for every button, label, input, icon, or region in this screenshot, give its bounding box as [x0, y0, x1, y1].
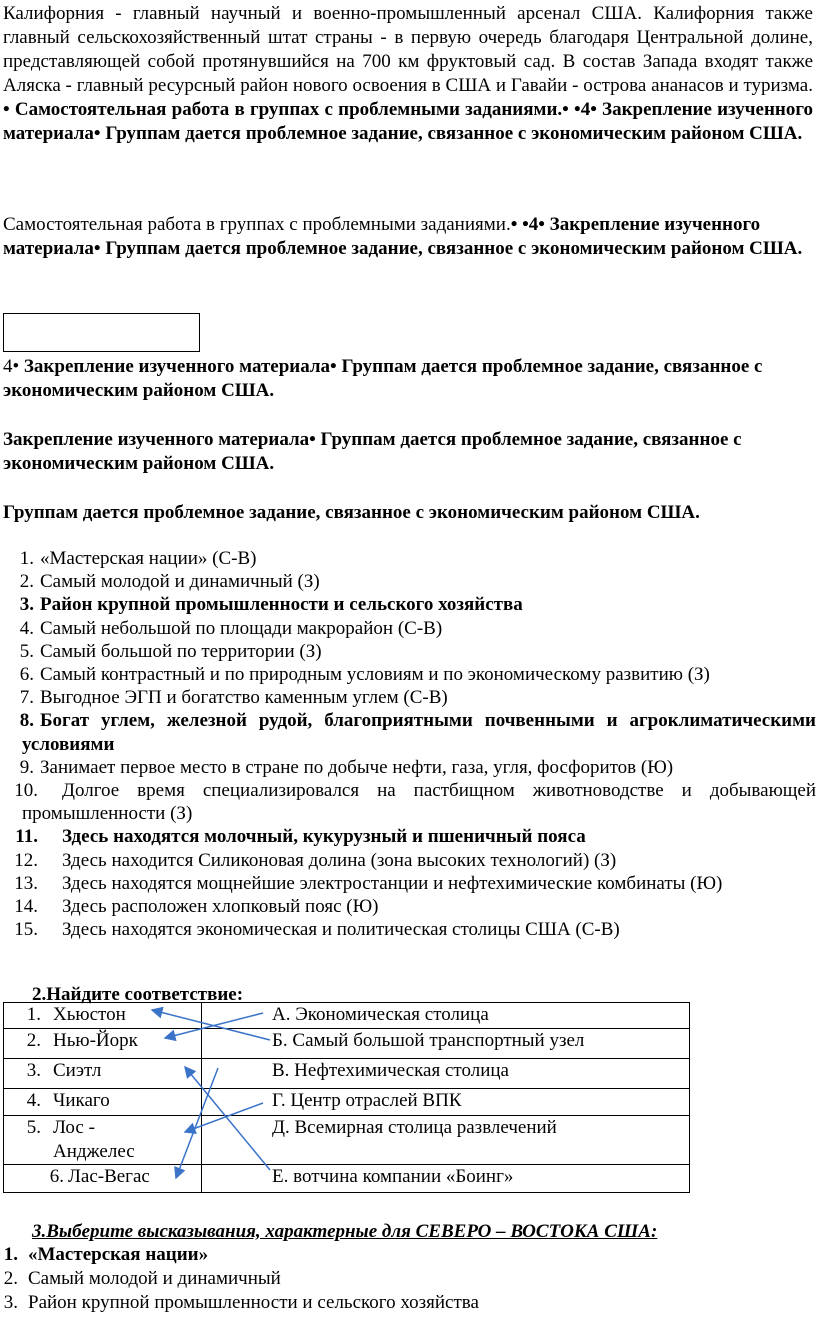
list-item — [0, 547, 816, 570]
list-item — [0, 895, 816, 918]
list-item-text: Долгое время специализировался на пастбищном животноводстве и добывающей промышленности (З) — [22, 780, 816, 825]
list-item-number: 11. — [15, 826, 38, 848]
list-item — [0, 825, 816, 848]
intro-paragraph-3 — [3, 355, 813, 403]
table-row — [4, 1165, 690, 1193]
list-item — [0, 1267, 479, 1291]
intro-tail: Самостоятельная работа в группах с проблемными заданиями. — [9, 99, 563, 120]
list-item-number: 2. — [19, 571, 34, 593]
list-item — [0, 872, 816, 895]
city-number: 1. — [26, 1004, 41, 1025]
bullet-marks: • •4• — [562, 99, 597, 120]
city-name: Сиэтл — [53, 1060, 102, 1081]
list-item-text: «Мастерская нации» (С-В) — [40, 548, 257, 569]
p3-bold: Закрепление изученного материала• Группам дается проблемное задание, связанное с экономическим районом США. — [3, 356, 763, 401]
intro-bold: Закрепление изученного материала• Группам дается проблемное задание, связанное с экономическим районом США. — [3, 99, 813, 144]
intro-paragraph-2 — [3, 213, 813, 261]
city-cell — [4, 1003, 202, 1029]
bullet-mark: • — [3, 99, 10, 120]
list-item-number: 14. — [14, 896, 38, 918]
list-item — [0, 918, 816, 941]
p2-text: Самостоятельная работа в группах с проблемными заданиями. — [3, 214, 511, 235]
table-row — [4, 1116, 690, 1165]
list-item-number: 3. — [3, 1292, 18, 1313]
intro-paragraph-5: Группам дается проблемное задание, связанное с экономическим районом США. — [3, 502, 700, 523]
description-cell: В. Нефтехимическая столица — [202, 1059, 690, 1089]
intro-paragraph-1 — [3, 2, 813, 146]
list-item-text: «Мастерская нации» — [28, 1244, 209, 1265]
list-item-text: Самый большой по территории (З) — [40, 640, 322, 662]
list-item-number: 6. — [19, 664, 34, 686]
table-row — [4, 1029, 690, 1059]
list-item-number: 12. — [14, 849, 38, 871]
list-item-number: 9. — [19, 756, 34, 778]
intro-paragraph-4: Закрепление изученного материала• Группам дается проблемное задание, связанное с экономическим районом США. — [3, 429, 742, 474]
city-name: Чикаго — [53, 1090, 110, 1111]
city-number: 5. — [26, 1117, 41, 1138]
list-item-text: Район крупной промышленности и сельского хозяйства — [40, 594, 523, 616]
list-item — [0, 617, 816, 640]
list-item — [0, 640, 816, 663]
matching-table — [3, 1002, 690, 1193]
list-item — [0, 570, 816, 593]
list-item-text: Здесь находятся молочный, кукурузный и пшеничный пояса — [62, 826, 586, 848]
list-item — [0, 686, 816, 709]
list-item — [0, 663, 816, 686]
description-cell: Д. Всемирная столица развлечений — [202, 1116, 690, 1165]
list-item-text: Здесь находятся экономическая и политическая столицы США (С-В) — [62, 919, 620, 941]
list-item-text: Самый молодой и динамичный (З) — [40, 571, 320, 593]
list-item — [0, 709, 816, 755]
table-row — [4, 1003, 690, 1029]
bullet-marks: • •4• — [510, 214, 545, 235]
city-cell — [4, 1059, 202, 1089]
city-number: 6. — [49, 1166, 64, 1187]
city-cell — [4, 1165, 202, 1193]
description-cell: Г. Центр отраслей ВПК — [202, 1089, 690, 1116]
list-item-number: 13. — [14, 872, 38, 894]
list-item — [0, 1291, 479, 1315]
list-item-number: 8. — [19, 710, 34, 732]
p3-prefix: 4• — [3, 356, 20, 377]
city-cell — [4, 1089, 202, 1116]
list-item-number: 2. — [3, 1268, 18, 1289]
p2-bold: Закрепление изученного материала• Группам дается проблемное задание, связанное с экономическим районом США. — [3, 214, 803, 259]
city-name: Нью-Йорк — [53, 1030, 138, 1051]
description-cell: А. Экономическая столица — [202, 1003, 690, 1029]
list-item-number: 10. — [14, 780, 38, 802]
list-item-number: 1. — [19, 548, 34, 569]
list-item-text: Богат углем, железной рудой, благоприятными почвенными и агроклиматическими условиями — [22, 710, 816, 755]
list-item-number: 7. — [19, 687, 34, 709]
city-number: 4. — [26, 1090, 41, 1111]
list-item-number: 3. — [19, 594, 34, 616]
list-item-text: Самый небольшой по площади макрорайон (С-В) — [40, 617, 443, 639]
description-cell: Е. вотчина компании «Боинг» — [202, 1165, 690, 1193]
city-name: Лос - Анджелес — [53, 1117, 135, 1162]
city-number: 2. — [26, 1030, 41, 1051]
city-number: 3. — [26, 1060, 41, 1081]
task3-list — [0, 1243, 479, 1315]
city-cell — [4, 1029, 202, 1059]
task3-title: 3.Выберите высказывания, характерные для СЕВЕРО – ВОСТОКА США: — [32, 1221, 658, 1242]
intro-text: Калифорния - главный научный и военно-промышленный арсенал США. Калифорния также главный сельскохозяйственный штат страны - в первую очередь благодаря Центральной долине, представляющей собой протянувшийся на 700 км фруктовый сад. В состав Запада входят также Аляска - главный ресурсный район нового освоения в США и Гавайи - острова ананасов и туризма. — [3, 3, 813, 96]
list-item-text: Здесь расположен хлопковый пояс (Ю) — [62, 896, 379, 918]
table-row — [4, 1089, 690, 1116]
city-name: Лас-Вегас — [68, 1166, 150, 1187]
empty-text-box — [3, 313, 200, 352]
list-item-number: 1. — [3, 1244, 18, 1265]
list-item-text: Здесь находится Силиконовая долина (зона высоких технологий) (З) — [62, 849, 617, 871]
task2-title: 2.Найдите соответствие: — [32, 984, 244, 1005]
city-cell — [4, 1116, 202, 1165]
list-item — [0, 756, 816, 779]
list-item-text: Выгодное ЭГП и богатство каменным углем (С-В) — [40, 687, 448, 709]
list-item-text: Самый молодой и динамичный — [28, 1268, 281, 1289]
table-row — [4, 1059, 690, 1089]
list-item-text: Занимает первое место в стране по добыче нефти, газа, угля, фосфоритов (Ю) — [40, 756, 674, 778]
list-item-text: Район крупной промышленности и сельского хозяйства — [28, 1292, 479, 1313]
list-item — [0, 593, 816, 616]
list-item — [0, 1243, 479, 1267]
list-item-number: 15. — [14, 919, 38, 941]
list-item-text: Здесь находятся мощнейшие электростанции и нефтехимические комбинаты (Ю) — [62, 872, 723, 894]
list-item — [0, 849, 816, 872]
characteristics-list — [0, 547, 816, 941]
list-item-number: 5. — [19, 640, 34, 662]
city-name: Хьюстон — [53, 1004, 126, 1025]
list-item — [0, 779, 816, 825]
list-item-number: 4. — [19, 617, 34, 639]
list-item-text: Самый контрастный и по природным условиям и по экономическому развитию (З) — [40, 664, 710, 686]
description-cell: Б. Самый большой транспортный узел — [202, 1029, 690, 1059]
